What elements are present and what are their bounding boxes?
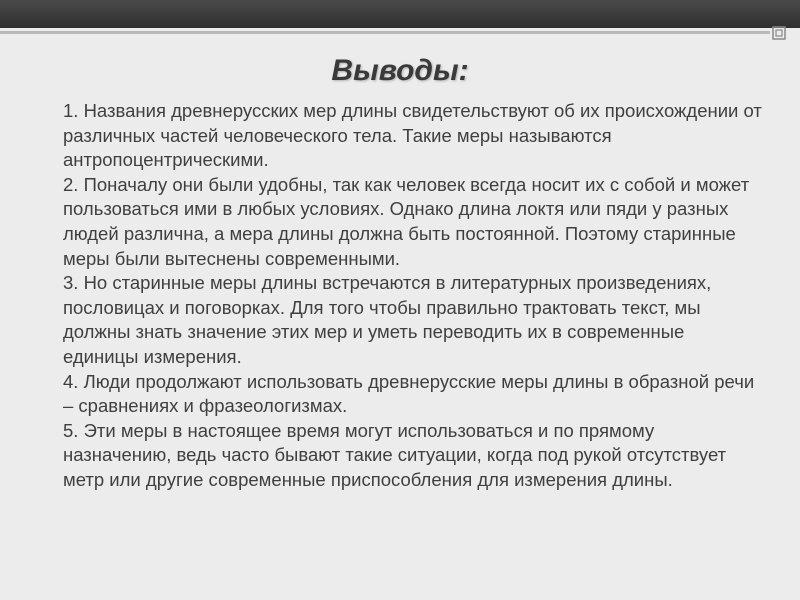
conclusions-list — [63, 99, 763, 493]
slide-title: Выводы: — [331, 54, 469, 87]
conclusion-item: 4. Люди продолжают использовать древнерусские меры длины в образной речи – сравнениях и фразеологизмах. — [63, 370, 755, 417]
accent-divider-line — [0, 31, 770, 34]
conclusion-item: 1. Названия древнерусских мер длины свидетельствуют об их происхождении от различных частей человеческого тела. Такие меры называются антропоцентрическими. — [63, 100, 762, 171]
corner-decoration-icon — [772, 26, 786, 40]
top-banner — [0, 0, 800, 28]
conclusion-item: 3. Но старинные меры длины встречаются в литературных произведениях, пословицах и поговорках. Для того чтобы правильно трактовать текст, мы должны знать значение этих мер и уметь переводить их в современные единицы измерения. — [63, 272, 712, 367]
conclusion-item: 2. Поначалу они были удобны, так как человек всегда носит их с собой и может пользоваться ими в любых условиях. Однако длина локтя или пяди у разных людей различна, а мера длины должна быть постоянной. Поэтому старинные меры были вытеснены современными. — [63, 173, 750, 269]
conclusion-item: 5. Эти меры в настоящее время могут использоваться и по прямому назначению, ведь часто бывают такие ситуации, когда под рукой отсутствует метр или другие современные приспособления для измерения длины. — [63, 419, 727, 490]
